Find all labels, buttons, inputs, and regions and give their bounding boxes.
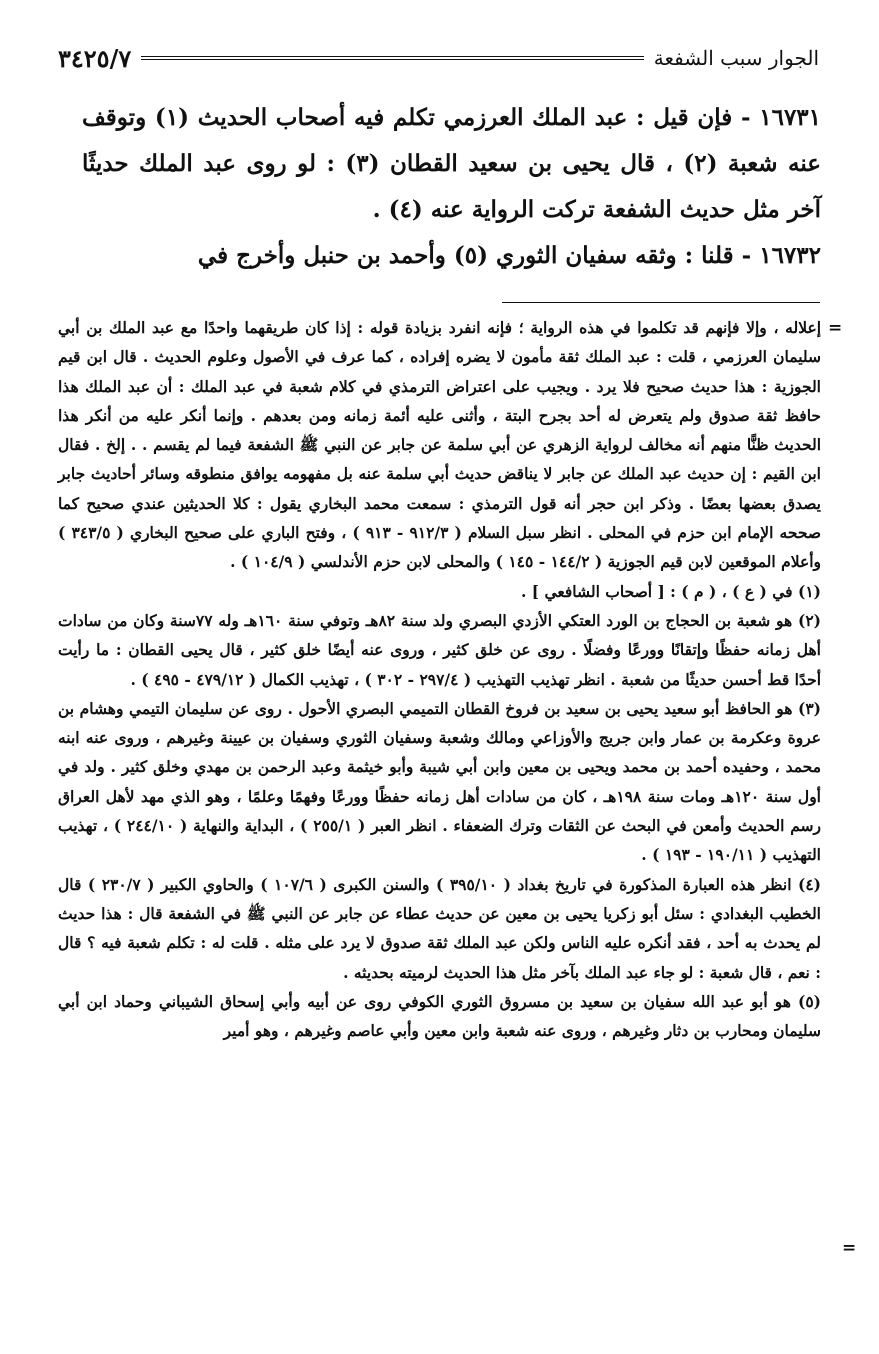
footnote-5: (٥) هو أبو عبد الله سفيان بن سعيد بن مسروق الثوري الكوفي روى عن أبيه وأبي إسحاق الشيباني وحماد ابن أبي سليمان ومحارب بن دثار وغيرهم ، وروى عنه شعبة وابن معين وأبي عاصم وغيرهم ، وهو أمير [58,991,821,1041]
header-double-rule [141,54,644,62]
footnotes [58,313,821,1045]
footnote-4: (٤) انظر هذه العبارة المذكورة في تاريخ بغداد ( ٣٩٥/١٠ ) والسنن الكبرى ( ١٠٧/٦ ) والحاوي الكبير ( ٢٣٠/٧ ) قال الخطيب البغدادي : سئل أبو زكريا يحيى بن معين عن حديث عطاء عن جابر عن النبي ﷺ في الشفعة قال : هذا حديث لم يحدث به أحد ، فقد أنكره عليه الناس ولكن عبد الملك ثقة صدوق لا يرد على مثله . قلت له : تكلم شعبة فيه ؟ قال : نعم ، قال شعبة : لو جاء عبد الملك بآخر مثل هذا الحديث لرميته بحديثه . [58,874,821,982]
footnote-continued: إعلاله ، وإلا فإنهم قد تكلموا في هذه الرواية ؛ فإنه انفرد بزيادة قوله : إذا كان طريقهما واحدًا مع عبد الملك بن أبي سليمان العرزمي ، قلت : عبد الملك ثقة مأمون لا يضره إفراده ، كما عرف في الأصول وعلوم الحديث . قال ابن قيم الجوزية : هذا حديث صحيح فلا يرد . ويجيب على اعتراض الترمذي في كلام شعبة في عبد الملك : أن عبد الملك هذا حافظ ثقة صدوق ولم يتعرض له أحد بجرح البتة ، وأثنى عليه أئمة زمانه ومن بعدهم . وإنما أنكر عليه من أنكر هذا الحديث ظنًّا منهم أنه مخالف لرواية الزهري عن أبي سلمة عن جابر عن النبي ﷺ الشفعة فيما لم يقسم . . إلخ . فقال ابن القيم : إن حديث عبد الملك عن جابر لا يناقض حديث أبي سلمة عنه بل مفهومه يوافق منطوقه وسائر أحاديث جابر يصدق بعضها بعضًا . وذكر ابن حجر أنه قول الترمذي : سمعت محمد البخاري يقول : كلا الحديثين عندي صحيح كما صححه الإمام ابن حزم في المحلى . انظر سبل السلام ( ٩١٢/٣ - ٩١٣ ) ، وفتح الباري على صحيح البخاري ( ٣٤٣/٥ ) وأعلام الموقعين لابن قيم الجوزية ( ١٤٤/٢ - ١٤٥ ) والمحلى لابن حزم الأندلسي ( ١٠٤/٩ ) . [58,318,822,572]
page-number: ٣٤٢٥/٧ [58,43,132,73]
continuation-mark-top: = [828,318,843,338]
footnote-3: (٣) هو الحافظ أبو سعيد يحيى بن سعيد بن فروخ القطان التميمي البصري الأحول . روى عن سليمان التيمي وهشام بن عروة وعكرمة بن عمار وابن جريج والأوزاعي ومالك وشعبة وسفيان الثوري وسفيان بن عيينة وغيرهم ، وروى عنه ابنه محمد ، وحفيده أحمد بن محمد ويحيى بن معين وابن أبي شيبة وأبو خيثمة وعبد الرحمن بن مهدي وخلق كثير . ولد في أول سنة ١٢٠هـ ومات سنة ١٩٨هـ ، كان من سادات أهل زمانه حفظًا وورعًا وفهمًا وعلمًا ، وهو الذي مهد لأهل العراق رسم الحديث وأمعن في البحث عن الثقات وترك الضعفاء . انظر العبر ( ٢٥٥/١ ) ، البداية والنهاية ( ٢٤٤/١٠ ) ، تهذيب التهذيب ( ١٩٠/١١ - ١٩٣ ) . [58,698,821,865]
footnote-1: (١) في ( ع ) ، ( م ) : [ أصحاب الشافعي ] . [520,581,821,601]
paragraph-16731: ١٦٧٣١ - فإن قيل : عبد الملك العرزمي تكلم فيه أصحاب الحديث (١) وتوقف عنه شعبة (٢) ، قال يحيى بن سعيد القطان (٣) : لو روى عبد الملك حديثًا آخر مثل حديث الشفعة تركت الرواية عنه (٤) . [82,104,822,223]
main-text [82,95,821,279]
paragraph-16732: ١٦٧٣٢ - قلنا : وثقه سفيان الثوري (٥) وأحمد بن حنبل وأخرج في [197,242,821,269]
page-header [58,38,819,78]
running-title: الجوار سبب الشفعة [653,46,819,70]
footnote-2: (٢) هو شعبة بن الحجاج بن الورد العتكي الأزدي البصري ولد سنة ٨٢هـ وتوفي سنة ١٦٠هـ وله ٧٧سنة وكان من سادات أهل زمانه حفظًا وإتقانًا وورعًا وفضلًا . روى عن خلق كثير ، وروى عنه أيضًا خلق كثير ، قال يحيى القطان : ما رأيت أحدًا قط أحسن حديثًا من شعبة . انظر تهذيب التهذيب ( ٢٩٧/٤ - ٣٠٢ ) ، تهذيب الكمال ( ٤٧٩/١٢ - ٤٩٥ ) . [58,610,821,689]
continuation-mark-bottom: = [842,1238,857,1258]
footnote-separator [502,302,820,303]
